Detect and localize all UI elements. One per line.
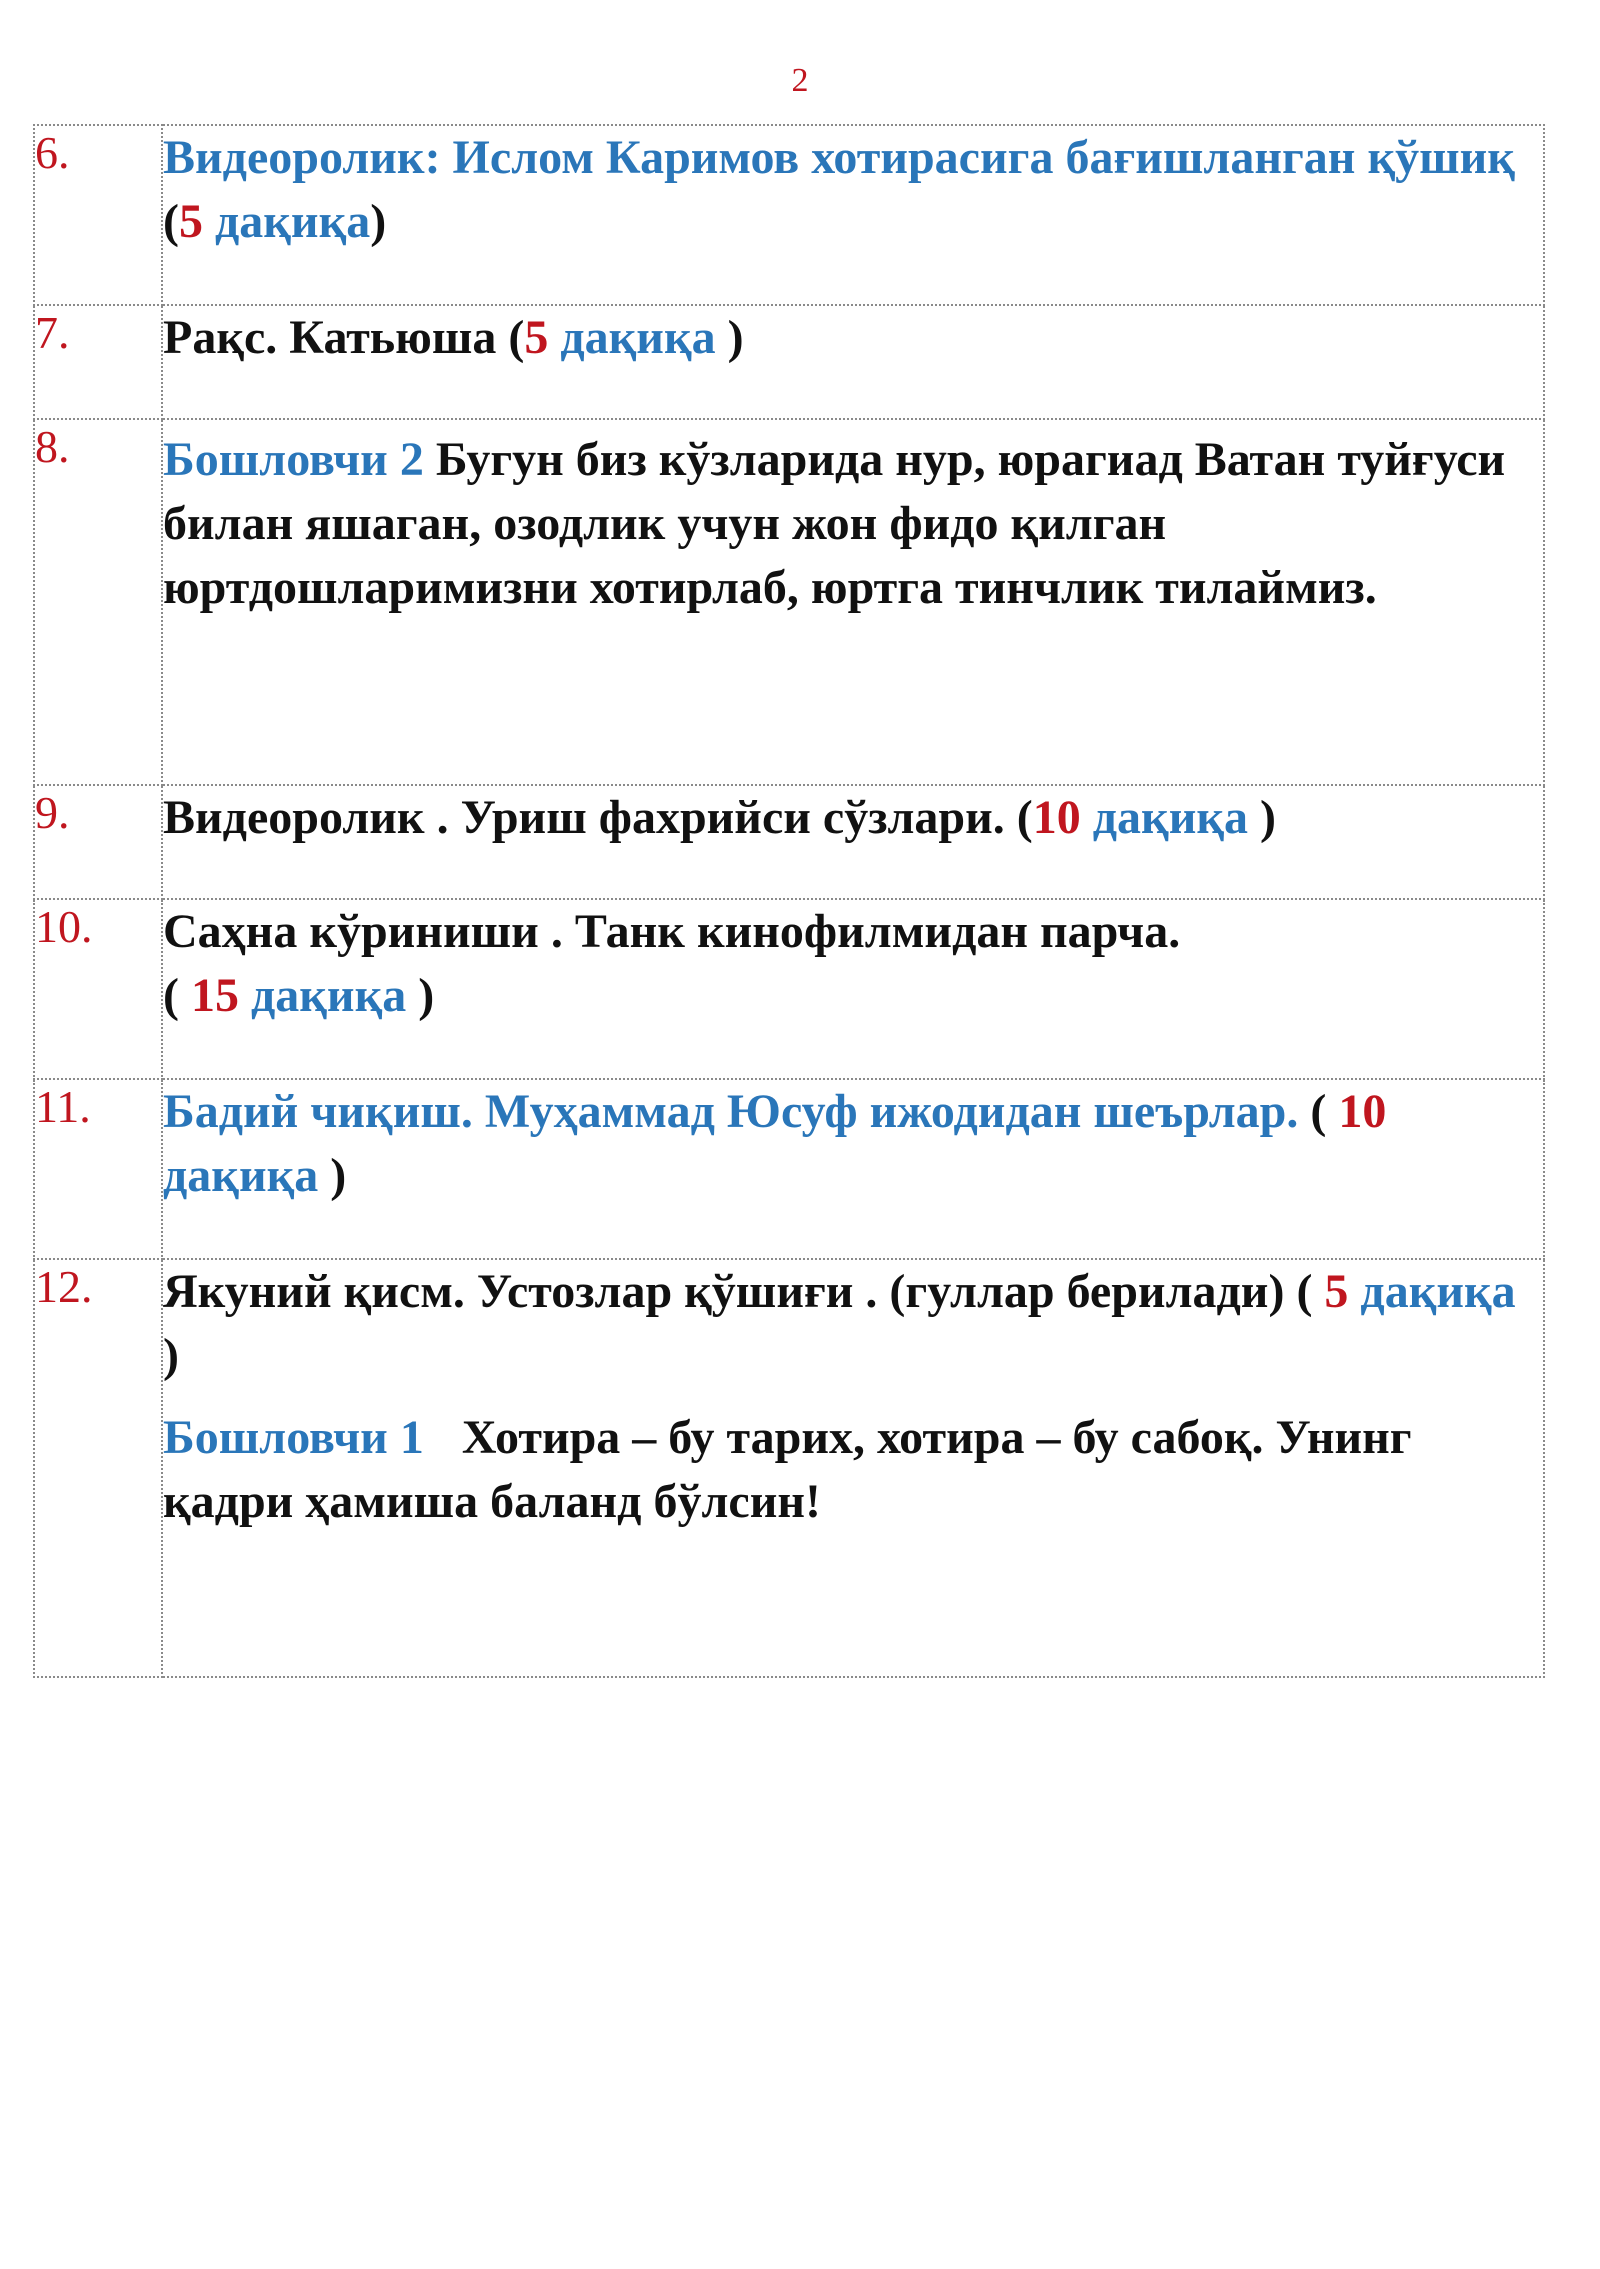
- item-title: Видеоролик: Ислом Каримов хотирасига бағишланган қўшиқ: [163, 131, 1515, 184]
- paren-close: ): [1260, 791, 1276, 844]
- closing-paragraph: [163, 1406, 1543, 1534]
- paren-close: ): [370, 195, 387, 248]
- paren-close: ): [330, 1149, 347, 1202]
- program-table: [33, 124, 1545, 1678]
- row-content: [162, 125, 1544, 305]
- duration-unit: дақиқа: [1360, 1265, 1516, 1318]
- row-content: [162, 1259, 1544, 1677]
- row-content: [162, 419, 1544, 785]
- row-content: [162, 785, 1544, 899]
- duration-minutes: 5: [178, 195, 203, 248]
- speaker-label: Бошловчи 2: [163, 433, 424, 486]
- table-row: [34, 1259, 1544, 1677]
- item-title: Саҳна кўриниши . Танк кинофилмидан парча.: [163, 905, 1181, 958]
- row-number: 10.: [34, 899, 162, 1079]
- duration-unit: дақиқа: [560, 311, 716, 364]
- row-number: 11.: [34, 1079, 162, 1259]
- table-row: [34, 899, 1544, 1079]
- item-title: Видеоролик . Уриш фахрийси сўзлари.: [163, 791, 1005, 844]
- speaker-label: Бошловчи 1: [163, 1411, 424, 1464]
- paren-close: ): [727, 311, 744, 364]
- table-row: [34, 785, 1544, 899]
- duration-unit: дақиқа: [214, 195, 371, 248]
- item-title: Бадий чиқиш. Муҳаммад Юсуф ижодидан шеърлар.: [163, 1085, 1299, 1138]
- paren-open: (: [163, 969, 179, 1022]
- paren-open: (: [163, 195, 179, 248]
- row-number: 9.: [34, 785, 162, 899]
- duration-minutes: 10: [1338, 1085, 1387, 1138]
- duration-unit: дақиқа: [250, 969, 407, 1022]
- paren-open: (: [1310, 1085, 1327, 1138]
- duration-minutes: 15: [190, 969, 239, 1022]
- row-number: 7.: [34, 305, 162, 419]
- row-content: [162, 1079, 1544, 1259]
- paren-open: (: [1296, 1265, 1313, 1318]
- table-row: [34, 1079, 1544, 1259]
- table-row: [34, 125, 1544, 305]
- item-line: [163, 1260, 1543, 1388]
- row-number: 8.: [34, 419, 162, 785]
- row-content: [162, 305, 1544, 419]
- table-row: [34, 419, 1544, 785]
- duration-unit: дақиқа: [1092, 791, 1249, 844]
- paren-open: (: [508, 311, 525, 364]
- speaker-text: Бугун биз кўзларида нур, юрагиад Ватан туйғуси билан яшаган, озодлик учун жон фидо қилган юртдошларимизни хотирлаб, юртга тинчлик тилаймиз.: [163, 433, 1506, 614]
- row-content: [162, 899, 1544, 1079]
- duration-unit: дақиқа: [163, 1149, 319, 1202]
- row-number: 6.: [34, 125, 162, 305]
- table-row: [34, 305, 1544, 419]
- speaker-text: Хотира – бу тарих, хотира – бу сабоқ. Унинг қадри ҳамиша баланд бўлсин!: [163, 1411, 1412, 1528]
- duration-minutes: 10: [1032, 791, 1081, 844]
- duration-minutes: 5: [524, 311, 549, 364]
- item-title: Рақс. Катьюша: [163, 311, 497, 364]
- paren-open: (: [1016, 791, 1033, 844]
- duration-minutes: 5: [1324, 1265, 1349, 1318]
- item-title: Якуний қисм. Устозлар қўшиғи . (гуллар берилади): [163, 1265, 1285, 1318]
- row-number: 12.: [34, 1259, 162, 1677]
- paren-close: ): [163, 1329, 179, 1382]
- paren-close: ): [418, 969, 435, 1022]
- page-number: 2: [791, 62, 809, 99]
